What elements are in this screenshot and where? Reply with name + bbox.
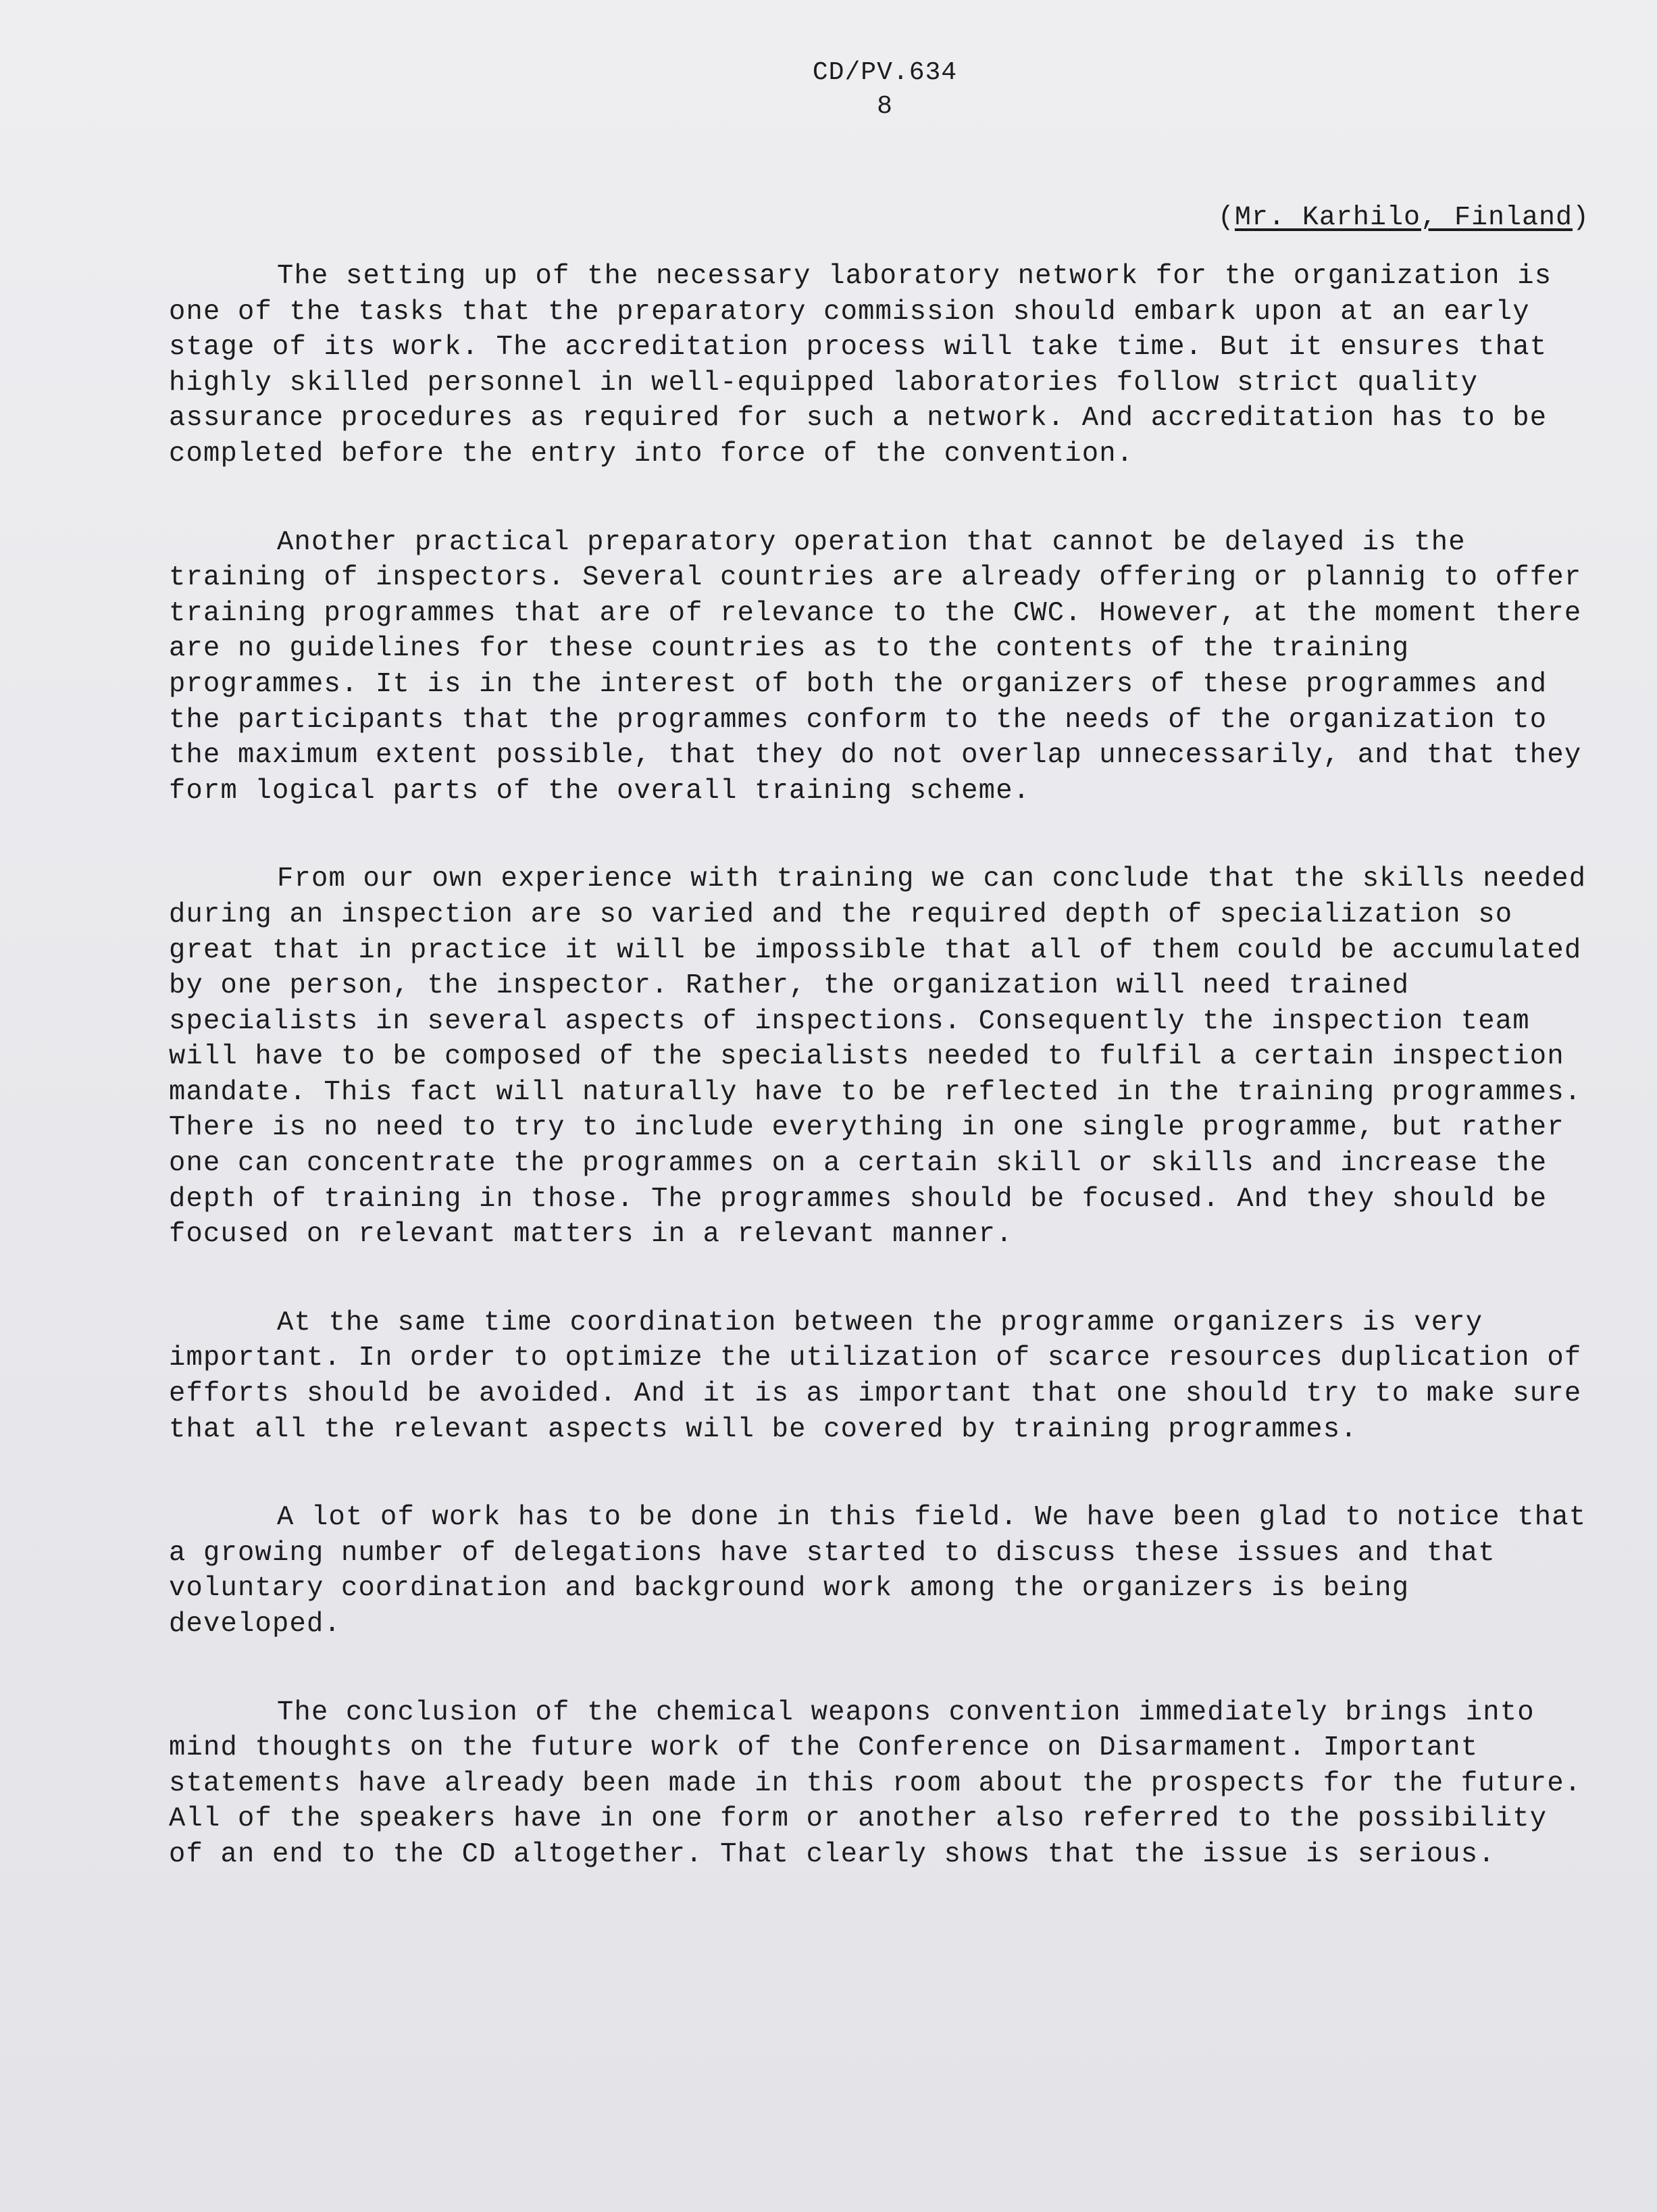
document-symbol: CD/PV.634: [812, 58, 958, 87]
paragraph-future-of-cd: The conclusion of the chemical weapons convention immediately brings into mind thoughts on the future work of the Conference on Disarmament. Important statements have already been made in this room about the prospects for the future. All of the speakers have in one form or another also referred to the possibility of an end to the CD altogether. That clearly shows that the issue is serious.: [169, 1696, 1582, 1870]
document-body: [169, 259, 1594, 1926]
paragraph-coordination: At the same time coordination between the programme organizers is very important. In order to optimize the utilization of scarce resources duplication of efforts should be avoided. And it is as important that one should try to make sure that all the relevant aspects will be covered by training programmes.: [169, 1307, 1582, 1445]
paragraph-training-inspectors: Another practical preparatory operation that cannot be delayed is the training of inspectors. Several countries are already offering or plannig to offer training programmes that are of relevance to the CWC. However, at the moment there are no guidelines for these countries as to the contents of the training programmes. It is in the interest of both the organizers of these programmes and the participants that the programmes conform to the needs of the organization to the maximum extent possible, that they do not overlap unnecessarily, and that they form logical parts of the overall training scheme.: [169, 526, 1582, 807]
paragraph-specialist-skills: From our own experience with training we can conclude that the skills needed during an inspection are so varied and the required depth of specialization so great that in practice it will be impossible that all of them could be accumulated by one person, the inspector. Rather, the organization will need trained specialists in several aspects of inspections. Consequently the inspection team will have to be composed of the specialists needed to fulfil a certain inspection mandate. This fact will naturally have to be reflected in the training programmes. There is no need to try to include everything in one single programme, but rather one can concentrate the programmes on a certain skill or skills and increase the depth of training in those. The programmes should be focused. And they should be focused on relevant matters in a relevant manner.: [169, 863, 1587, 1251]
speaker-name: Mr. Karhilo, Finland: [1234, 203, 1573, 233]
paragraph-laboratory-network: The setting up of the necessary laboratory network for the organization is one of the tasks that the preparatory commission should embark upon at an early stage of its work. The accreditation process will take time. But it ensures that highly skilled personnel in well-equipped laboratories follow strict quality assurance procedures as required for such a network. And accreditation has to be completed before the entry into force of the convention.: [169, 261, 1552, 470]
page-number: 8: [877, 92, 893, 121]
paragraph-work-in-field: A lot of work has to be done in this field. We have been glad to notice that a growing number of delegations have started to discuss these issues and that voluntary coordination and background work among the organizers is being developed.: [169, 1502, 1587, 1640]
speaker-attribution: (Mr. Karhilo, Finland): [1217, 203, 1589, 233]
